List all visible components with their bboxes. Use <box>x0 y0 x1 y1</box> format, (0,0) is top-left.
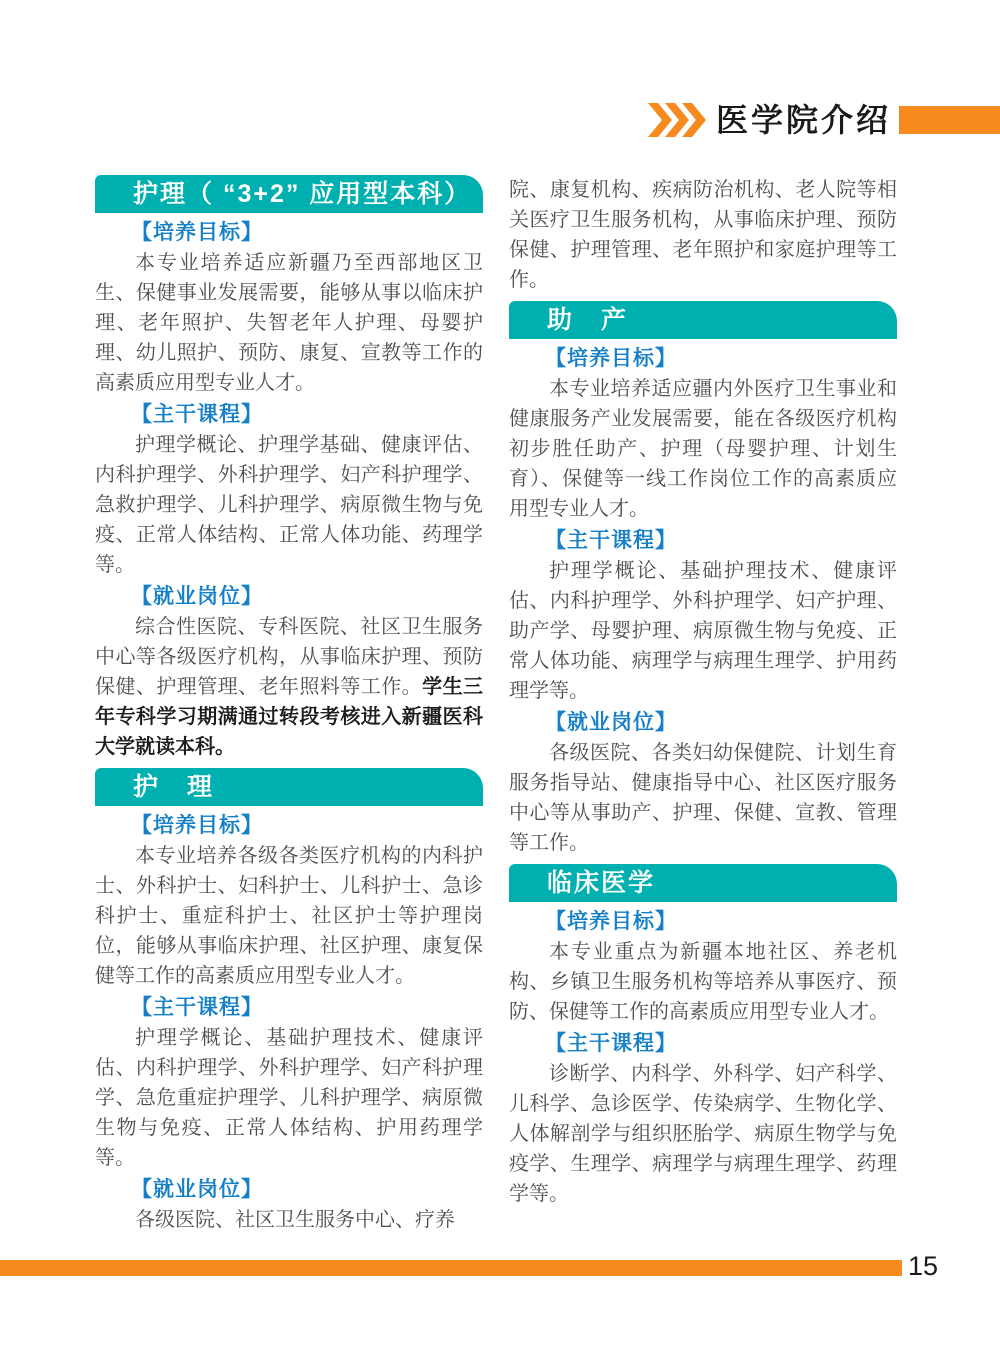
jobs-heading: 【就业岗位】 <box>545 711 677 734</box>
program-section-nursing-3plus2 <box>95 175 483 762</box>
jobs-text-continuation: 院、康复机构、疾病防治机构、老人院等相关医疗卫生服务机构，从事临床护理、预防保健、护理管理、老年照护和家庭护理等工作。 <box>509 179 897 291</box>
courses-heading: 【主干课程】 <box>545 1032 677 1055</box>
objective-heading: 【培养目标】 <box>131 221 263 244</box>
program-title-bar <box>95 768 483 806</box>
objective-text: 本专业重点为新疆本地社区、养老机构、乡镇卫生服务机构等培养从事医疗、预防、保健等工作的高素质应用型专业人才。 <box>509 941 897 1023</box>
jobs-text <box>95 612 483 762</box>
program-section-midwifery <box>509 301 897 858</box>
jobs-text-normal: 综合性医院、专科医院、社区卫生服务中心等各级医疗机构，从事临床护理、预防保健、护理管理、老年照料等工作。 <box>95 616 483 698</box>
courses-text: 护理学概论、护理学基础、健康评估、内科护理学、外科护理学、妇产科护理学、急救护理学、儿科护理学、病原微生物与免疫、正常人体结构、正常人体功能、药理学等。 <box>95 434 483 576</box>
courses-text: 护理学概论、基础护理技术、健康评估、内科护理学、外科护理学、妇产科护理学、急危重症护理学、儿科护理学、病原微生物与免疫、正常人体结构、护用药理学等。 <box>95 1027 483 1169</box>
jobs-text: 各级医院、各类妇幼保健院、计划生育服务指导站、健康指导中心、社区医疗服务中心等从事助产、护理、保健、宣教、管理等工作。 <box>509 742 897 854</box>
objective-text: 本专业培养各级各类医疗机构的内科护士、外科护士、妇科护士、儿科护士、急诊科护士、重症科护士、社区护士等护理岗位，能够从事临床护理、社区护理、康复保健等工作的高素质应用型专业人才。 <box>95 845 483 987</box>
program-title: 护 理 <box>133 773 215 801</box>
program-section-clinical-medicine <box>509 864 897 1209</box>
program-title-bar <box>95 175 483 213</box>
header-orange-strip <box>899 106 1000 134</box>
left-column <box>95 175 483 1235</box>
page-title: 医学院介绍 <box>716 102 892 138</box>
objective-heading: 【培养目标】 <box>545 347 677 370</box>
program-title-bar <box>509 864 897 902</box>
triple-chevron-icon <box>648 103 706 137</box>
program-title: 助 产 <box>547 306 629 334</box>
courses-text: 诊断学、内科学、外科学、妇产科学、儿科学、急诊医学、传染病学、生物化学、人体解剖学与组织胚胎学、病原生物学与免疫学、生理学、病理学与病理生理学、药理学等。 <box>509 1063 897 1205</box>
objective-heading: 【培养目标】 <box>545 910 677 933</box>
jobs-text: 各级医院、社区卫生服务中心、疗养 <box>135 1209 455 1231</box>
page-number: 15 <box>908 1251 939 1281</box>
jobs-heading: 【就业岗位】 <box>131 1178 263 1201</box>
objective-text: 本专业培养适应疆内外医疗卫生事业和健康服务产业发展需要，能在各级医疗机构初步胜任助产、护理（母婴护理、计划生育）、保健等一线工作岗位工作的高素质应用型专业人才。 <box>509 378 897 520</box>
right-column <box>509 175 897 1235</box>
courses-heading: 【主干课程】 <box>131 403 263 426</box>
courses-text: 护理学概论、基础护理技术、健康评估、内科护理学、外科护理学、妇产护理、助产学、母婴护理、病原微生物与免疫、正常人体功能、病理学与病理生理学、护用药理学等。 <box>509 560 897 702</box>
objective-heading: 【培养目标】 <box>131 814 263 837</box>
jobs-heading: 【就业岗位】 <box>131 585 263 608</box>
program-section-nursing <box>95 768 483 1235</box>
jobs-text-bold: 学生三年专科学习期满通过转段考核进入新疆医科大学就读本科。 <box>95 676 484 758</box>
objective-text: 本专业培养适应新疆乃至西部地区卫生、保健事业发展需要，能够从事以临床护理、老年照护、失智老年人护理、母婴护理、幼儿照护、预防、康复、宣教等工作的高素质应用型专业人才。 <box>95 252 483 394</box>
program-title: 护理（ “3+2” 应用型本科） <box>133 180 472 208</box>
program-title-bar <box>509 301 897 339</box>
content-columns <box>95 175 897 1235</box>
courses-heading: 【主干课程】 <box>131 996 263 1019</box>
footer-orange-strip <box>0 1260 902 1276</box>
courses-heading: 【主干课程】 <box>545 529 677 552</box>
program-title: 临床医学 <box>547 869 656 897</box>
page-header <box>648 103 1000 137</box>
